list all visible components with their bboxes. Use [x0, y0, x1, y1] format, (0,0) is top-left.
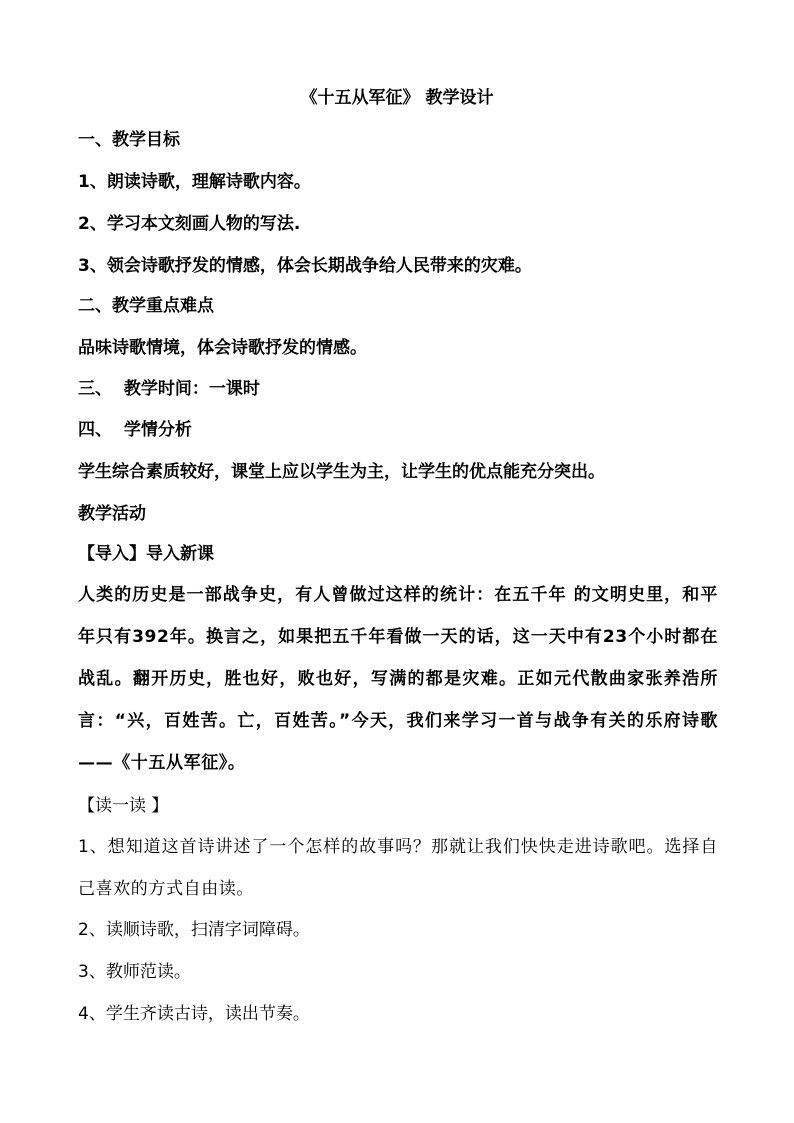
- read-item-2: 2、读顺诗歌，扫清字词障碍。: [78, 920, 310, 940]
- read-item-1: 1、想知道这首诗讲述了一个怎样的故事吗？那就让我们快快走进诗歌吧。选择自己喜欢的方式自由读。: [78, 837, 718, 899]
- intro-heading: 【导入】导入新课: [78, 544, 214, 564]
- goal-item-2: 2、学习本文刻画人物的写法.: [78, 214, 301, 234]
- goal-item-1: 1、朗读诗歌，理解诗歌内容。: [78, 172, 311, 192]
- key-point-text: 品味诗歌情境，体会诗歌抒发的情感。: [78, 338, 367, 358]
- section-heading-student-analysis: 四、 学情分析: [78, 420, 192, 440]
- section-heading-teaching-goals: 一、教学目标: [78, 130, 180, 150]
- intro-paragraph: 人类的历史是一部战争史，有人曾做过这样的统计：在五千年 的文明史里，和平年只有392年。换言之，如果把五千年看做一天的话，这一天中有23个小时都在战乱。翻开历史，胜也好，败也好，写满的都是灾难。正如元代散曲家张养浩所言：“兴，百姓苦。亡，百姓苦。”今天，我们来学习一首与战争有关的乐府诗歌——《十五从军征》。: [78, 585, 718, 773]
- section-heading-teaching-time: 三、 教学时间：一课时: [78, 379, 260, 399]
- section-heading-key-points: 二、教学重点难点: [78, 296, 214, 316]
- student-analysis-text: 学生综合素质较好，课堂上应以学生为主，让学生的优点能充分突出。: [78, 462, 605, 482]
- document-title: 《十五从军征》 教学设计: [300, 88, 494, 108]
- read-heading: 【读一读 】: [78, 796, 169, 816]
- goal-item-3: 3、领会诗歌抒发的情感，体会长期战争给人民带来的灾难。: [78, 256, 532, 276]
- read-item-4: 4、学生齐读古诗，读出节奏。: [78, 1004, 310, 1024]
- activities-heading: 教学活动: [78, 504, 146, 524]
- read-item-3: 3、教师范读。: [78, 962, 191, 982]
